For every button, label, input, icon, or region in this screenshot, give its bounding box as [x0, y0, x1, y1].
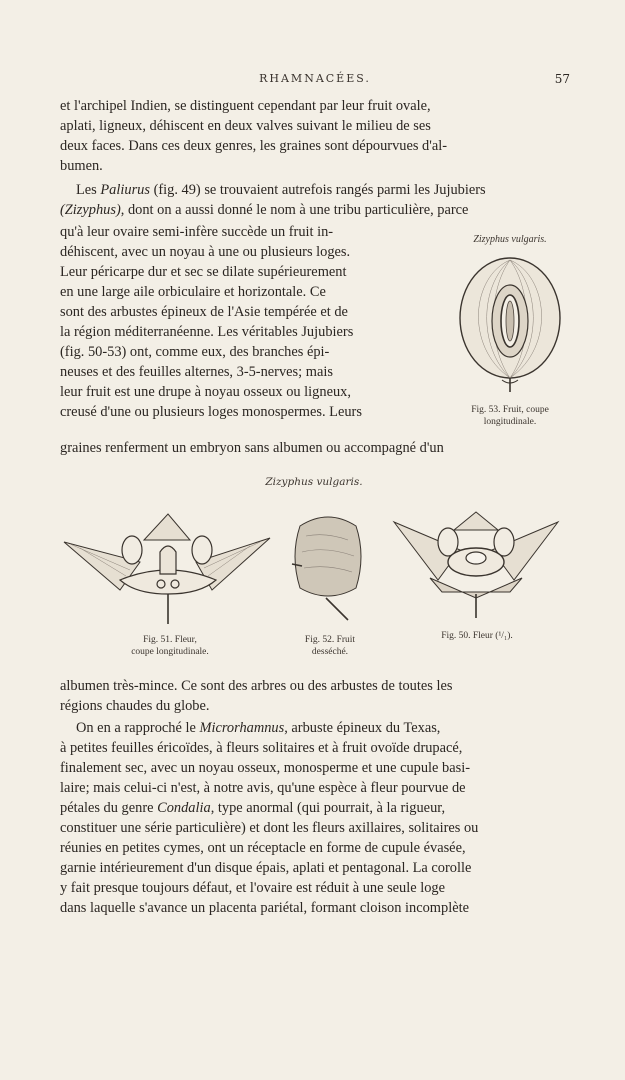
paragraph-2: [60, 180, 568, 220]
flower-illustration: [390, 510, 562, 620]
text-line: constituer une série particulière) et dont les fleurs axillaires, solitaires ou: [60, 820, 479, 836]
text-line: (fig. 50-53) ont, comme eux, des branches épi-: [60, 344, 330, 360]
text-line: creusé d'une ou plusieurs loges monospermes. Leurs: [60, 404, 362, 420]
text-line: deux faces. Dans ces deux genres, les graines sont dépourvues d'al-: [60, 138, 448, 154]
text-line: déhiscent, avec un noyau à une ou plusieurs loges.: [60, 244, 351, 260]
figure-51-caption: Fig. 51. Fleur, coupe longitudinale.: [131, 635, 209, 657]
figure-row: [60, 470, 568, 660]
text-line: (Zizyphus), dont on a aussi donné le nom à une tribu particulière, parce: [60, 202, 469, 218]
paragraph-3: [60, 676, 568, 716]
text-line: Les Paliurus (fig. 49) se trouvaient autrefois rangés parmi les Jujubiers: [76, 182, 486, 198]
fruit-section-illustration: [452, 246, 568, 396]
text-line: réunies en petites cymes, ont un réceptacle en forme de cupule évasée,: [60, 840, 466, 856]
text-line: Leur péricarpe dur et sec se dilate supérieurement: [60, 264, 347, 280]
figure-53-caption-line1: Fig. 53. Fruit, coupe: [471, 405, 549, 415]
text-line: en une large aile orbiculaire et horizontale. Ce: [60, 284, 326, 300]
text-line: aplati, ligneux, déhiscent en deux valves suivant le milieu de ses: [60, 118, 431, 134]
paragraph-4: [60, 718, 568, 918]
figure-52-caption: Fig. 52. Fruit desséché.: [304, 635, 356, 657]
page-number: 57: [554, 72, 570, 86]
text-line: bumen.: [60, 158, 103, 174]
running-title: RHAMNACÉES.: [259, 72, 371, 85]
text-line: laire; mais celui-ci n'est, à notre avis, qu'une espèce à fleur pourvue de: [60, 780, 466, 796]
text-line: à petites feuilles éricoïdes, à fleurs solitaires et à fruit ovoïde drupacé,: [60, 740, 463, 756]
text-line: leur fruit est une drupe à noyau osseux ou ligneux,: [60, 384, 351, 400]
figure-53: [452, 234, 568, 444]
text-line: pétales du genre Condalia, type anormal (qui pourrait, à la rigueur,: [60, 800, 446, 816]
text-line: albumen très-mince. Ce sont des arbres ou des arbustes de toutes les: [60, 678, 453, 694]
figure-53-caption-line2: longitudinale.: [483, 417, 537, 427]
text-line: graines renferment un embryon sans albumen ou accompagné d'un: [60, 440, 444, 456]
text-line: dans laquelle s'avance un placenta pariétal, formant cloison incomplète: [60, 900, 469, 916]
text-line: finalement sec, avec un noyau osseux, monosperme et une cupule basi-: [60, 760, 470, 776]
figure-53-title: Zizyphus vulgaris.: [473, 234, 547, 245]
text-line: y fait presque toujours défaut, et l'ovaire est réduit à une seule loge: [60, 880, 446, 896]
paragraph-1: [60, 96, 568, 176]
text-line: qu'à leur ovaire semi-infère succède un fruit in-: [60, 224, 334, 240]
text-line: neuses et des feuilles alternes, 3-5-nerves; mais: [60, 364, 333, 380]
text-line: On en a rapproché le Microrhamnus, arbuste épineux du Texas,: [76, 720, 441, 736]
dried-fruit-illustration: [286, 506, 370, 626]
text-line: sont des arbustes épineux de l'Asie tempérée et de: [60, 304, 348, 320]
text-line: garnie intérieurement d'un disque épais, aplati et pentagonal. La corolle: [60, 860, 472, 876]
page-header: [60, 72, 570, 90]
figure-row-title: Zizyphus vulgaris.: [265, 476, 363, 488]
text-line: et l'archipel Indien, se distinguent cependant par leur fruit ovale,: [60, 98, 431, 114]
flower-section-illustration: [60, 510, 275, 630]
figure-50-caption: Fig. 50. Fleur (¹/₁).: [441, 631, 513, 641]
paragraph-2-wrapped: [60, 222, 432, 422]
text-line: régions chaudes du globe.: [60, 698, 210, 714]
text-line: la région méditerranéenne. Les véritables Jujubiers: [60, 324, 354, 340]
